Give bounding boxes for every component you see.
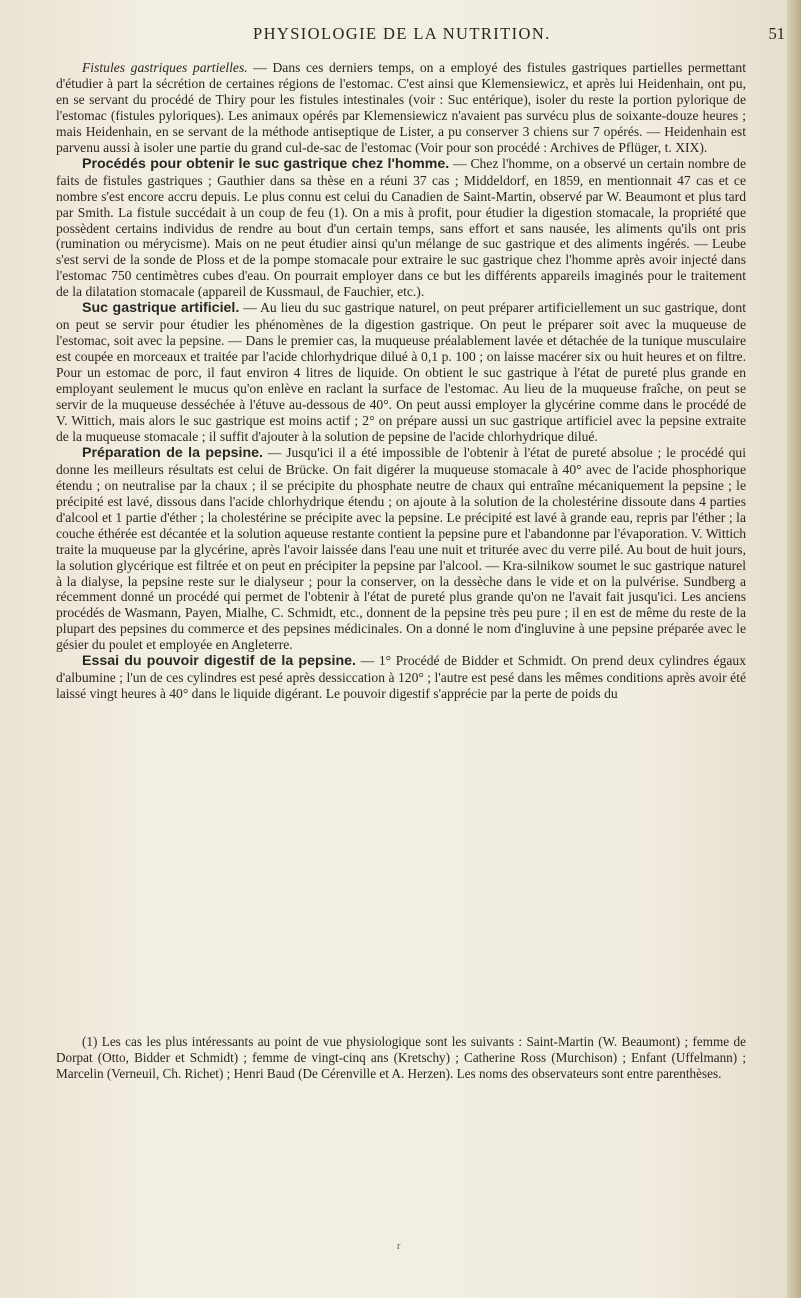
paragraph-fistules xyxy=(56,60,746,156)
page-header xyxy=(253,24,793,48)
section-heading: Suc gastrique artificiel. xyxy=(82,300,240,317)
page-edge xyxy=(787,0,801,1298)
page-mark: r xyxy=(397,1241,401,1252)
footnotes xyxy=(56,1034,746,1082)
paragraph-text: — Dans ces derniers temps, on a employé des fistules gastriques partielles permettant d'étudier à part la sécrétion de certaines régions de l'estomac. C'est ainsi que Klemensiewicz, et après lui Heidenhain, ont pu, en se servant du procédé de Thiry pour les fistules intestinales (voir : Suc entérique), isoler du reste la portion pylorique de l'estomac (fistules pyloriques). Les animaux opérés par Klemensiewicz n'avaient pas survécu plus de soixante-douze heures ; mais Heidenhain, en se servant de la méthode antiseptique de Lister, a pu conserver 3 chiens sur 7 opérés. — Heidenhain est parvenu aussi à isoler une partie du grand cul-de-sac de l'estomac (Voir pour son procédé : Archives de Pflüger, t. XIX). xyxy=(56,60,746,155)
paragraph-text: — 1° Procédé de Bidder et Schmidt. On prend deux cylindres égaux d'albumine ; l'un de ces cylindres est pesé après dessiccation à 120° ; l'autre est pesé dans les mêmes conditions après avoir été laissé vingt heures à 40° dans le liquide digérant. Le pouvoir digestif s'apprécie par la perte de poids du xyxy=(56,653,746,702)
section-heading: Procédés pour obtenir le suc gastrique chez l'homme. xyxy=(82,155,450,172)
section-heading: Essai du pouvoir digestif de la pepsine. xyxy=(82,653,356,670)
page-number: 51 xyxy=(768,24,785,43)
body-text xyxy=(56,60,746,702)
section-heading: Préparation de la pepsine. xyxy=(82,444,263,461)
paragraph-procedes xyxy=(56,156,746,301)
paragraph-lead: Fistules gastriques partielles. xyxy=(82,60,248,75)
running-head: PHYSIOLOGIE DE LA NUTRITION. xyxy=(253,24,551,43)
paragraph-essai-pouvoir xyxy=(56,653,746,702)
paragraph-preparation-pepsine xyxy=(56,445,746,653)
paragraph-text: — Chez l'homme, on a observé un certain nombre de faits de fistules gastriques ; Gauthier dans sa thèse en a réuni 37 cas ; Middeldorf, en 1859, en mentionnait 47 cas et ce nombre s'est encore accru depuis. Le plus connu est celui du Canadien de Saint-Martin, observé par W. Beaumont et plus tard par Smith. La fistule succédait à un coup de feu (1). On a mis à profit, pour étudier la digestion stomacale, la propriété que possèdent certains individus de rendre au bout d'un certain temps, sans effort et sans nausée, les aliments qu'ils ont pris (rumination ou mérycisme). Mais on ne peut étudier ainsi qu'un mélange de suc gastrique et des aliments ingérés. — Leube s'est servi de la sonde de Ploss et de la pompe stomacale pour extraire le suc gastrique chez l'homme après avoir injecté dans l'estomac 750 centimètres cubes d'eau. On pourrait employer dans ce but les différents appareils imaginés pour le traitement de la dilatation stomacale (appareil de Kussmaul, de Fauchier, etc.). xyxy=(56,155,746,300)
footnote-1: (1) Les cas les plus intéressants au point de vue physiologique sont les suivants : Saint-Martin (W. Beaumont) ; femme de Dorpat (Otto, Bidder et Schmidt) ; femme de vingt-cinq ans (Kretschy) ; Catherine Ross (Murchison) ; Enfant (Uffelmann) ; Marcelin (Verneuil, Ch. Richet) ; Henri Baud (De Cérenville et A. Herzen). Les noms des observateurs sont entre parenthèses. xyxy=(56,1034,746,1081)
paragraph-suc-artificiel xyxy=(56,300,746,445)
paragraph-text: — Au lieu du suc gastrique naturel, on peut préparer artificiellement un suc gastrique, dont on peut se servir pour étudier les phénomènes de la digestion gastrique. On peut le préparer soit avec la muqueuse de l'estomac, soit avec la pepsine. — Dans le premier cas, la muqueuse préalablement lavée et détachée de la tunique musculaire est coupée en morceaux et traitée par l'acide chlorhydrique dilué à 0,1 p. 100 ; on laisse macérer six ou huit heures et on filtre. Pour un estomac de porc, il faut environ 4 litres de liquide. On obtient le suc gastrique à l'état de pureté plus grande en employant seulement le mucus qu'on enlève en raclant la surface de l'estomac. Au lieu de la muqueuse fraîche, on peut se servir de la muqueuse desséchée à l'étuve au-dessous de 40°. On peut aussi employer la glycérine comme dans le procédé de V. Wittich, mais alors le suc gastrique est moins actif ; 2° on prépare aussi un suc gastrique artificiel avec la pepsine extraite de la muqueuse stomacale ; il suffit d'ajouter à la solution de pepsine de l'acide chlorhydrique dilué. xyxy=(56,300,746,444)
paragraph-text: — Jusqu'ici il a été impossible de l'obtenir à l'état de pureté absolue ; le procédé qui donne les meilleurs résultats est celui de Brücke. On fait digérer la muqueuse stomacale à 40° avec de l'acide phosphorique étendu ; on neutralise par la chaux ; il se précipite du phosphate neutre de chaux qui entraîne mécaniquement la pepsine ; le précipité est lavé, dissous dans l'acide chlorhydrique étendu ; on ajoute à la solution de la cholestérine dissoute dans 4 parties d'alcool et 1 partie d'éther ; la cholestérine se précipite avec la pepsine. Le précipité est lavé à grande eau, repris par l'éther ; la couche éthérée est décantée et la solution aqueuse restante contient la pepsine pure et l'abandonne par l'évaporation. V. Wittich traite la muqueuse par la glycérine, après l'avoir laissée dans l'eau une nuit et triturée avec du verre pilé. Au bout de huit jours, la solution glycérique est filtrée et on peut en précipiter la pepsine par l'alcool. — Kra-silnikow soumet le suc gastrique naturel à la dialyse, la pepsine reste sur le dialyseur ; pour la conserver, on la dessèche dans le vide et on la pulvérise. Sundberg a récemment donné un procédé qui permet de l'obtenir à l'état de pureté plus grande qu'on ne l'avait fait jusqu'ici. Les anciens procédés de Wasmann, Payen, Mialhe, C. Schmidt, etc., donnent de la pepsine très peu pure ; il en est de même du reste de la plupart des pepsines du commerce et des pepsines médicinales. On a donné le nom d'ingluvine à une pepsine préparée avec le gésier du poulet et employée en Angleterre. xyxy=(56,444,746,653)
